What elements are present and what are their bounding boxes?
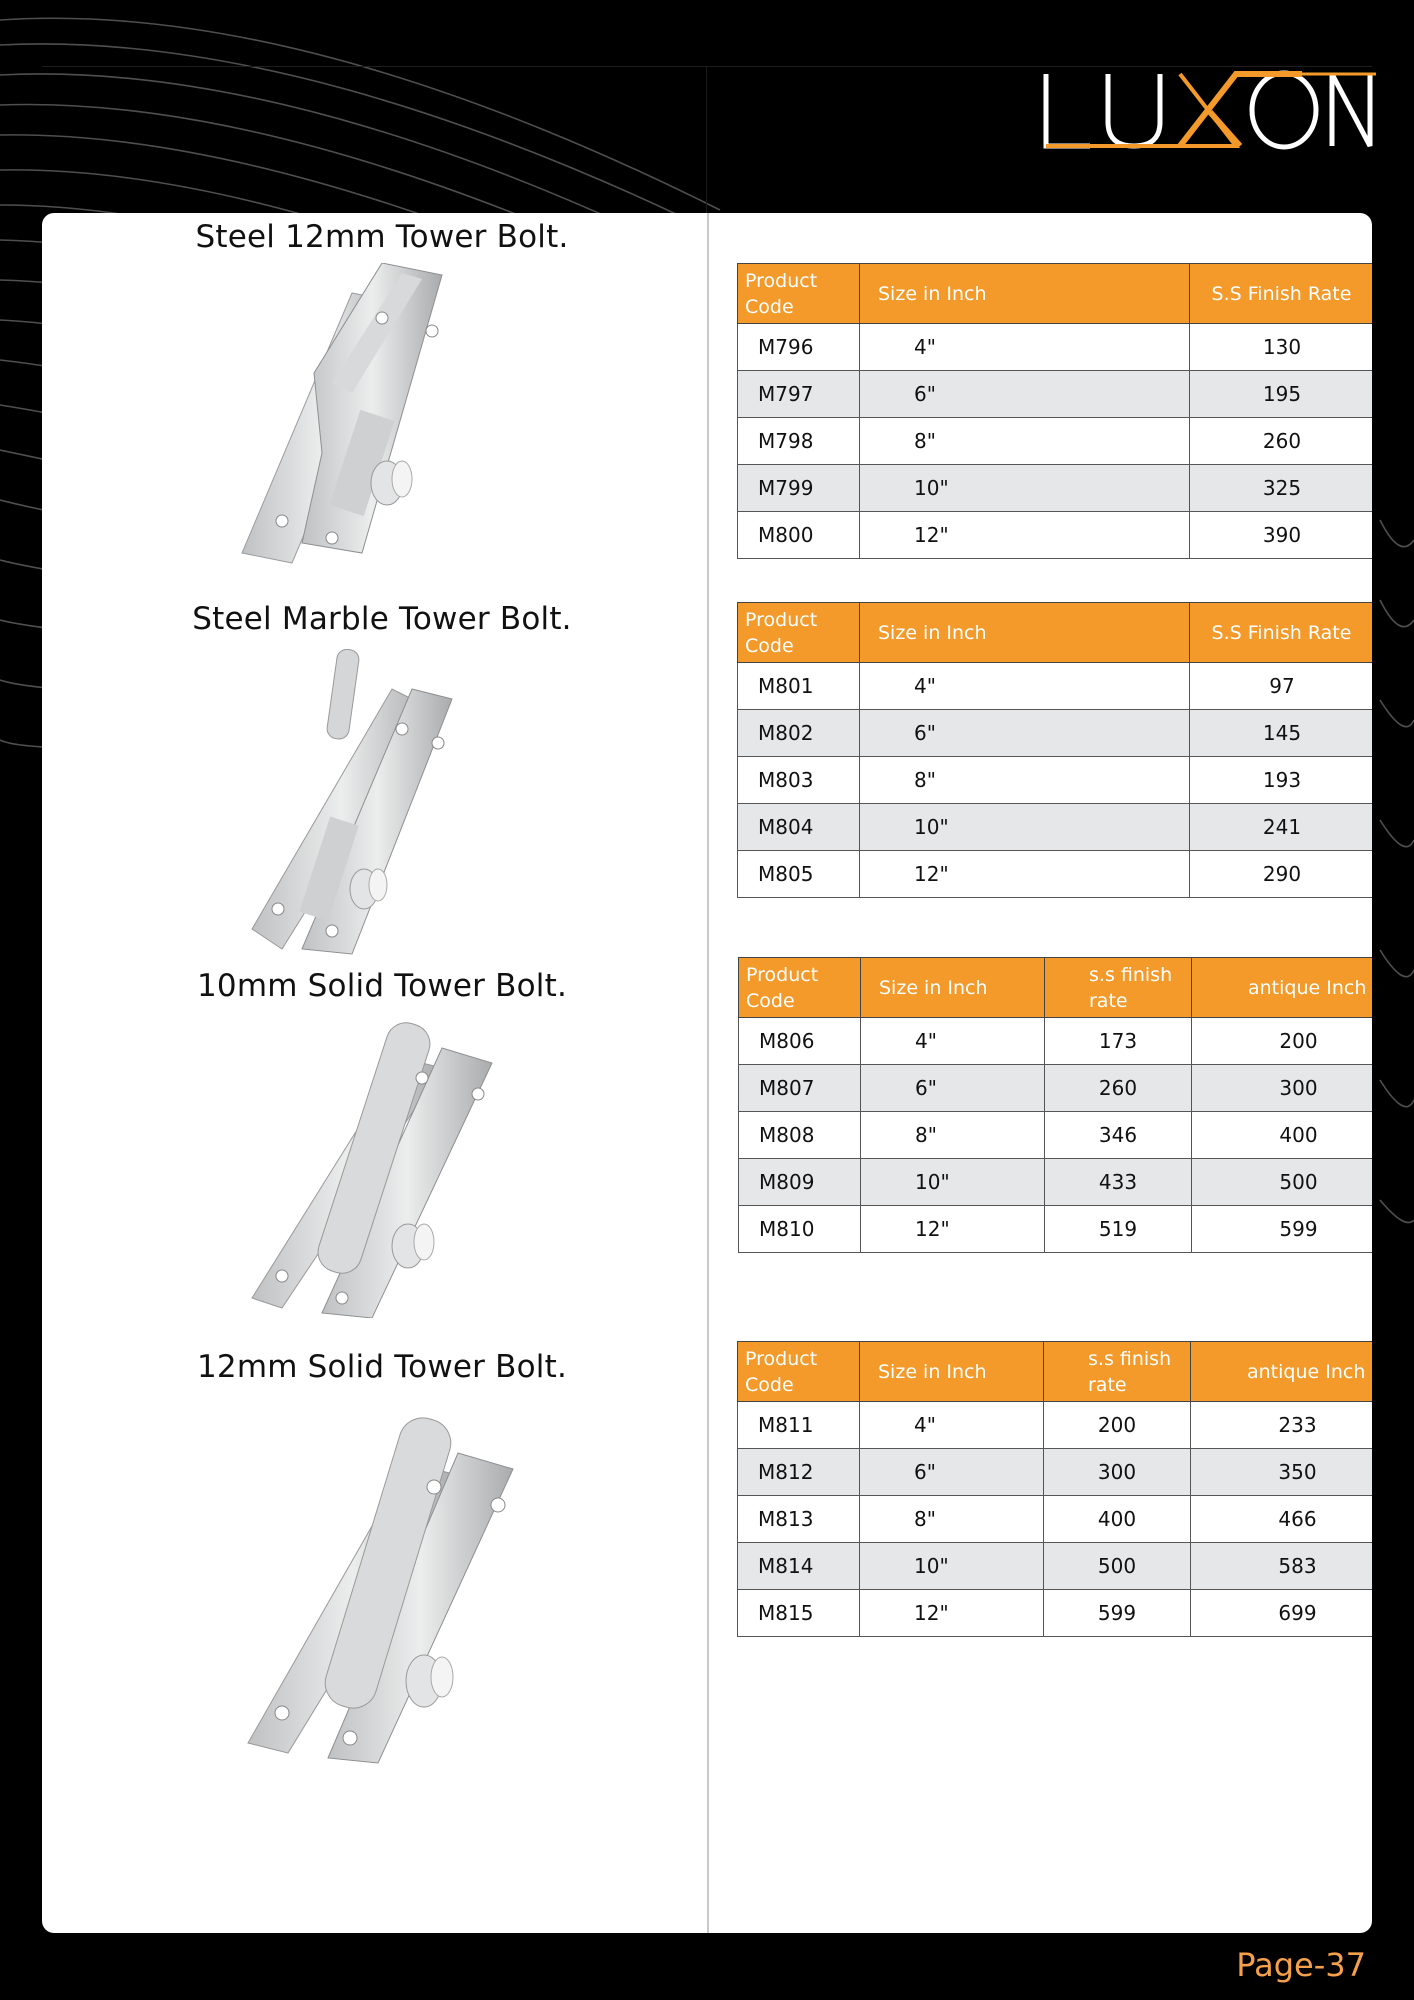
- cell-rate: 200: [1044, 1402, 1191, 1449]
- cell-size: 10": [860, 465, 1190, 512]
- table-row: [738, 804, 1373, 851]
- rate-table-3: [738, 957, 1372, 1253]
- cell-code: M800: [738, 512, 860, 559]
- table-row: [738, 418, 1373, 465]
- tower-bolt-solid-12mm-image: [238, 1413, 528, 1773]
- cell-rate: 241: [1190, 804, 1373, 851]
- table-row: [738, 1590, 1373, 1637]
- cell-rate: 500: [1044, 1543, 1191, 1590]
- cell-size: 4": [861, 1018, 1045, 1065]
- cell-rate: 193: [1190, 757, 1373, 804]
- header-size: Size in Inch: [860, 1342, 1044, 1402]
- cell-size: 4": [860, 1402, 1044, 1449]
- cell-size: 12": [861, 1206, 1045, 1253]
- tower-bolt-solid-10mm-image: [242, 1018, 512, 1318]
- table-row: [738, 371, 1373, 418]
- table-row: [738, 663, 1373, 710]
- cell-size: 12": [860, 851, 1190, 898]
- cell-size: 12": [860, 1590, 1044, 1637]
- table-header-row: [738, 1342, 1373, 1402]
- product-title-4: 12mm Solid Tower Bolt.: [196, 1349, 567, 1385]
- table-row: [739, 1159, 1373, 1206]
- header-ss-finish-rate: S.S Finish Rate: [1190, 603, 1373, 663]
- cell-code: M804: [738, 804, 860, 851]
- cell-rate: 130: [1190, 324, 1373, 371]
- cell-code: M797: [738, 371, 860, 418]
- table-row: [739, 1112, 1373, 1159]
- cell-code: M809: [739, 1159, 861, 1206]
- cell-rate: 433: [1045, 1159, 1192, 1206]
- cell-size: 4": [860, 663, 1190, 710]
- table-row: [738, 757, 1373, 804]
- cell-antique: 583: [1191, 1543, 1373, 1590]
- cell-size: 10": [860, 804, 1190, 851]
- catalog-sheet: [42, 213, 1372, 1933]
- product-title-1: Steel 12mm Tower Bolt.: [195, 219, 569, 255]
- header-product-code: Product Code: [738, 603, 860, 663]
- cell-rate: 346: [1045, 1112, 1192, 1159]
- cell-antique: 350: [1191, 1449, 1373, 1496]
- luxon-logo: [1040, 62, 1376, 158]
- table-row: [738, 851, 1373, 898]
- cell-code: M807: [739, 1065, 861, 1112]
- table-row: [739, 1065, 1373, 1112]
- cell-code: M814: [738, 1543, 860, 1590]
- cell-code: M796: [738, 324, 860, 371]
- table-row: [738, 1402, 1373, 1449]
- cell-size: 6": [860, 710, 1190, 757]
- cell-antique: 233: [1191, 1402, 1373, 1449]
- header-ss-finish-rate: s.s finish rate: [1045, 958, 1192, 1018]
- table-row: [738, 1449, 1373, 1496]
- table-header-row: [739, 958, 1373, 1018]
- cell-rate: 599: [1044, 1590, 1191, 1637]
- cell-size: 4": [860, 324, 1190, 371]
- header-size: Size in Inch: [860, 264, 1190, 324]
- cell-code: M810: [739, 1206, 861, 1253]
- cell-antique: 200: [1192, 1018, 1373, 1065]
- cell-antique: 300: [1192, 1065, 1373, 1112]
- header-product-code: Product Code: [738, 264, 860, 324]
- cell-rate: 400: [1044, 1496, 1191, 1543]
- cell-code: M813: [738, 1496, 860, 1543]
- cell-rate: 290: [1190, 851, 1373, 898]
- header-size: Size in Inch: [861, 958, 1045, 1018]
- cell-size: 6": [860, 371, 1190, 418]
- header-product-code: Product Code: [738, 1342, 860, 1402]
- table-header-row: [738, 603, 1373, 663]
- cell-rate: 97: [1190, 663, 1373, 710]
- header-size: Size in Inch: [860, 603, 1190, 663]
- tower-bolt-steel-12mm-image: [222, 263, 522, 573]
- cell-code: M801: [738, 663, 860, 710]
- cell-code: M812: [738, 1449, 860, 1496]
- cell-size: 8": [860, 757, 1190, 804]
- table-row: [738, 465, 1373, 512]
- product-title-2: Steel Marble Tower Bolt.: [192, 601, 572, 637]
- cell-antique: 699: [1191, 1590, 1373, 1637]
- cell-rate: 173: [1045, 1018, 1192, 1065]
- table-row: [739, 1206, 1373, 1253]
- table-row: [738, 324, 1373, 371]
- cell-rate: 300: [1044, 1449, 1191, 1496]
- cell-size: 8": [860, 418, 1190, 465]
- table-header-row: [738, 264, 1373, 324]
- cell-rate: 519: [1045, 1206, 1192, 1253]
- header-divider: [706, 66, 707, 216]
- cell-rate: 260: [1045, 1065, 1192, 1112]
- cell-rate: 195: [1190, 371, 1373, 418]
- table-row: [738, 1496, 1373, 1543]
- cell-size: 12": [860, 512, 1190, 559]
- table-row: [738, 1543, 1373, 1590]
- cell-size: 10": [861, 1159, 1045, 1206]
- cell-code: M802: [738, 710, 860, 757]
- cell-size: 8": [861, 1112, 1045, 1159]
- column-divider: [707, 213, 709, 1933]
- cell-rate: 145: [1190, 710, 1373, 757]
- cell-antique: 500: [1192, 1159, 1373, 1206]
- cell-antique: 400: [1192, 1112, 1373, 1159]
- header-ss-finish-rate: s.s finish rate: [1044, 1342, 1191, 1402]
- header-antique: antique Inch: [1191, 1342, 1373, 1402]
- product-title-3: 10mm Solid Tower Bolt.: [196, 968, 567, 1004]
- header-product-code: Product Code: [739, 958, 861, 1018]
- cell-code: M815: [738, 1590, 860, 1637]
- cell-code: M803: [738, 757, 860, 804]
- table-row: [738, 512, 1373, 559]
- cell-size: 6": [860, 1449, 1044, 1496]
- cell-antique: 599: [1192, 1206, 1373, 1253]
- table-row: [739, 1018, 1373, 1065]
- cell-code: M808: [739, 1112, 861, 1159]
- rate-table-1: [737, 263, 1372, 559]
- cell-code: M798: [738, 418, 860, 465]
- cell-size: 10": [860, 1543, 1044, 1590]
- page-number: Page-37: [1236, 1946, 1366, 1984]
- cell-code: M811: [738, 1402, 860, 1449]
- cell-rate: 325: [1190, 465, 1373, 512]
- cell-code: M799: [738, 465, 860, 512]
- tower-bolt-steel-marble-image: [242, 649, 502, 959]
- rate-table-4: [737, 1341, 1372, 1637]
- cell-code: M805: [738, 851, 860, 898]
- table-row: [738, 710, 1373, 757]
- header-ss-finish-rate: S.S Finish Rate: [1190, 264, 1373, 324]
- header-antique: antique Inch: [1192, 958, 1373, 1018]
- cell-rate: 260: [1190, 418, 1373, 465]
- cell-antique: 466: [1191, 1496, 1373, 1543]
- cell-size: 6": [861, 1065, 1045, 1112]
- cell-size: 8": [860, 1496, 1044, 1543]
- rate-table-2: [737, 602, 1372, 898]
- cell-rate: 390: [1190, 512, 1373, 559]
- cell-code: M806: [739, 1018, 861, 1065]
